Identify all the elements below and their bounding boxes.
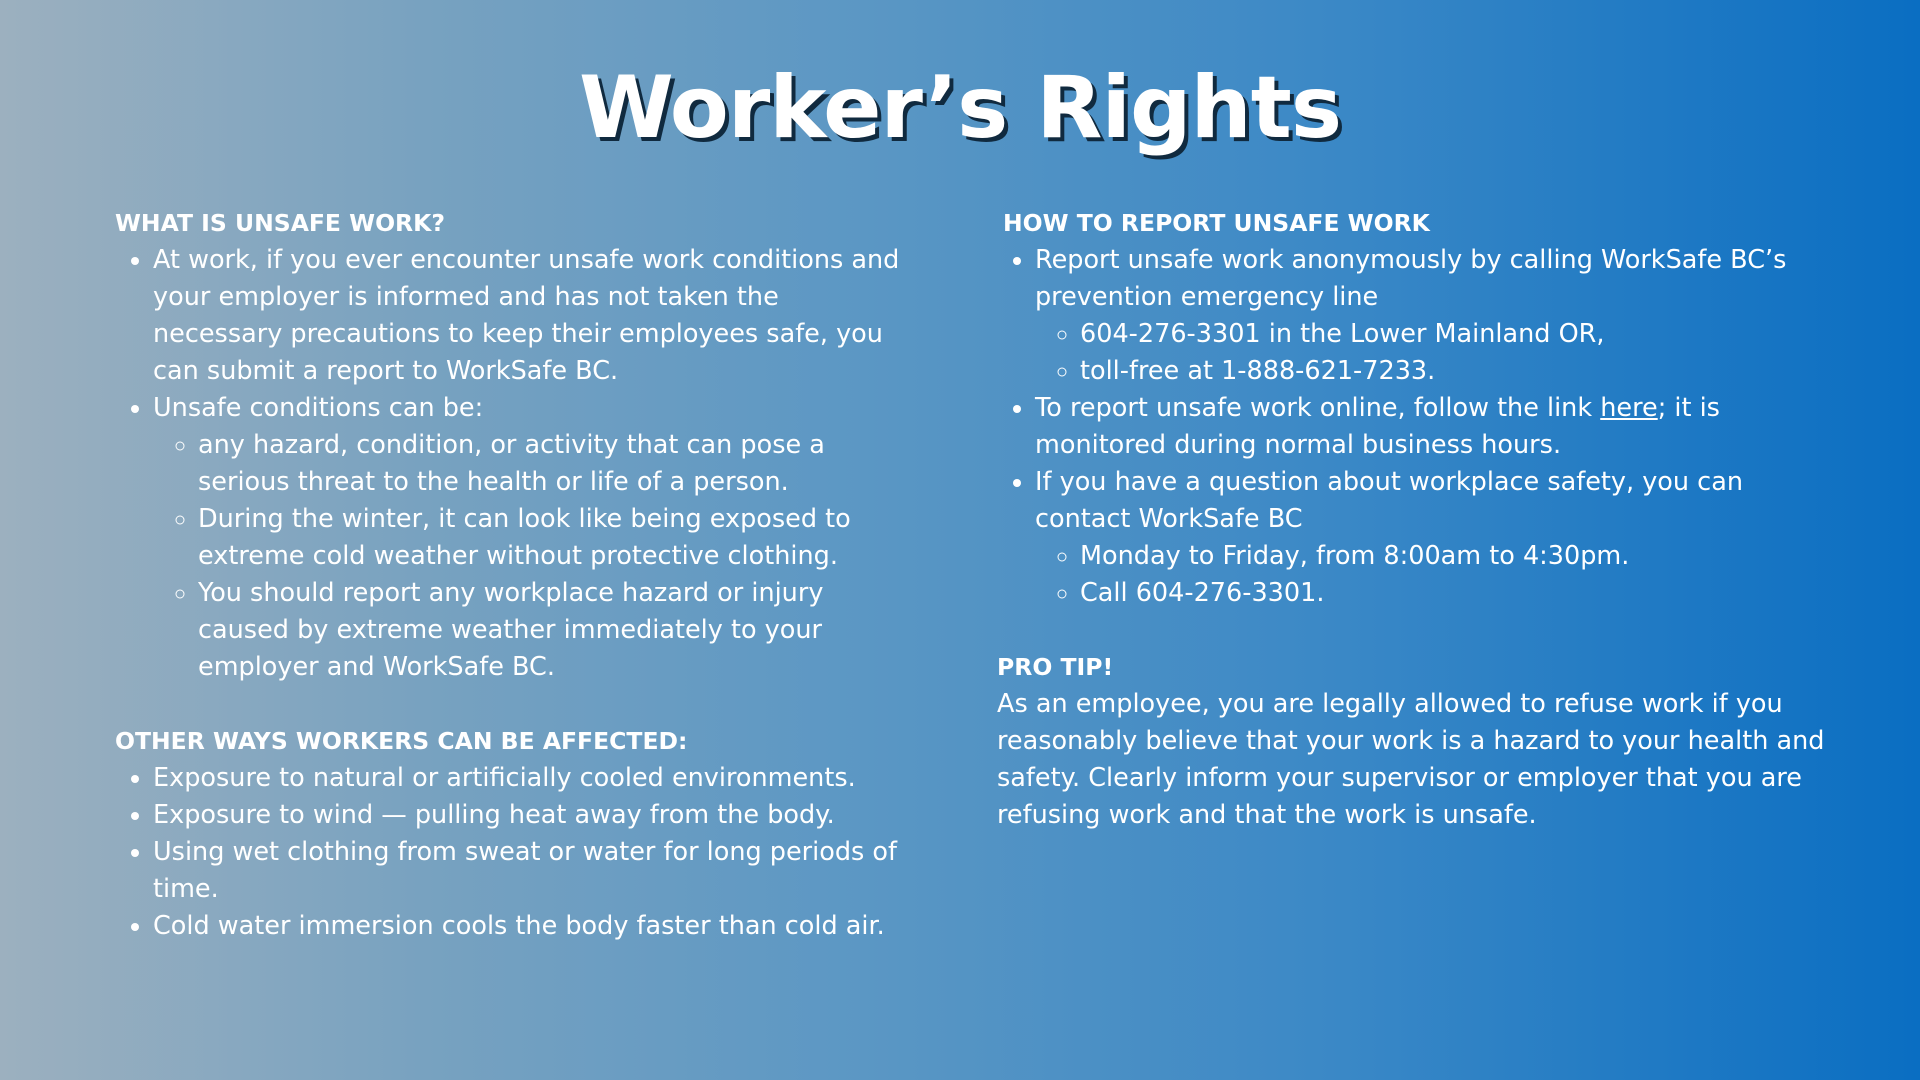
list-item	[1035, 464, 1827, 612]
sub-list-item: ◦ Call 604-276-3301.	[1080, 575, 1827, 612]
sub-list-item: ◦ Monday to Friday, from 8:00am to 4:30pm.	[1080, 538, 1827, 575]
list-item: • Cold water immersion cools the body faster than cold air.	[153, 908, 915, 945]
list-item: • Exposure to natural or artificially cooled environments.	[153, 760, 915, 797]
sub-list-item: ◦ toll-free at 1-888-621-7233.	[1080, 353, 1827, 390]
unsafe-work-heading: WHAT IS UNSAFE WORK?	[115, 209, 445, 237]
pro-tip-body: As an employee, you are legally allowed to refuse work if you reasonably believe that your work is a hazard to your health and safety. Clearly inform your supervisor or employer that you are refusing work and that the work is unsafe.	[997, 689, 1825, 830]
sub-list-item: ◦ any hazard, condition, or activity that can pose a serious threat to the health or life of a person.	[198, 427, 915, 501]
other-ways-heading: OTHER WAYS WORKERS CAN BE AFFECTED:	[115, 727, 688, 755]
list-item-label: Report unsafe work anonymously by calling WorkSafe BC’s prevention emergency line	[1035, 245, 1787, 312]
list-item	[1035, 390, 1827, 464]
list-item: • Using wet clothing from sweat or water for long periods of time.	[153, 834, 915, 908]
unsafe-work-list	[115, 242, 915, 686]
left-column	[115, 205, 915, 945]
spacer	[115, 686, 915, 723]
list-item-text: To report unsafe work online, follow the link	[1035, 393, 1601, 423]
right-column	[997, 205, 1827, 834]
list-item-label: Unsafe conditions can be:	[153, 393, 484, 423]
sub-list-item: ◦ During the winter, it can look like being exposed to extreme cold weather without protective clothing.	[198, 501, 915, 575]
how-to-report-list	[997, 242, 1827, 612]
phone-sublist	[1035, 316, 1827, 390]
other-ways-list	[115, 760, 915, 945]
how-to-report-heading: HOW TO REPORT UNSAFE WORK	[1003, 209, 1430, 237]
contact-sublist	[1035, 538, 1827, 612]
list-item: • Exposure to wind — pulling heat away from the body.	[153, 797, 915, 834]
unsafe-conditions-sublist	[153, 427, 915, 686]
list-item-text: ; it is monitored during normal business hours.	[1035, 393, 1720, 460]
sub-list-item: ◦ 604-276-3301 in the Lower Mainland OR,	[1080, 316, 1827, 353]
spacer	[997, 612, 1827, 649]
page-title: Worker’s Rights	[578, 58, 1342, 158]
pro-tip-heading: PRO TIP!	[997, 653, 1114, 681]
report-online-link[interactable]: here	[1600, 393, 1658, 423]
list-item	[1035, 242, 1827, 390]
list-item-label: If you have a question about workplace safety, you can contact WorkSafe BC	[1035, 467, 1743, 534]
sub-list-item: ◦ You should report any workplace hazard or injury caused by extreme weather immediately to your employer and WorkSafe BC.	[198, 575, 915, 686]
list-item: • At work, if you ever encounter unsafe work conditions and your employer is informed and has not taken the necessary precautions to keep their employees safe, you can submit a report to WorkSafe BC.	[153, 242, 915, 390]
list-item	[153, 390, 915, 686]
